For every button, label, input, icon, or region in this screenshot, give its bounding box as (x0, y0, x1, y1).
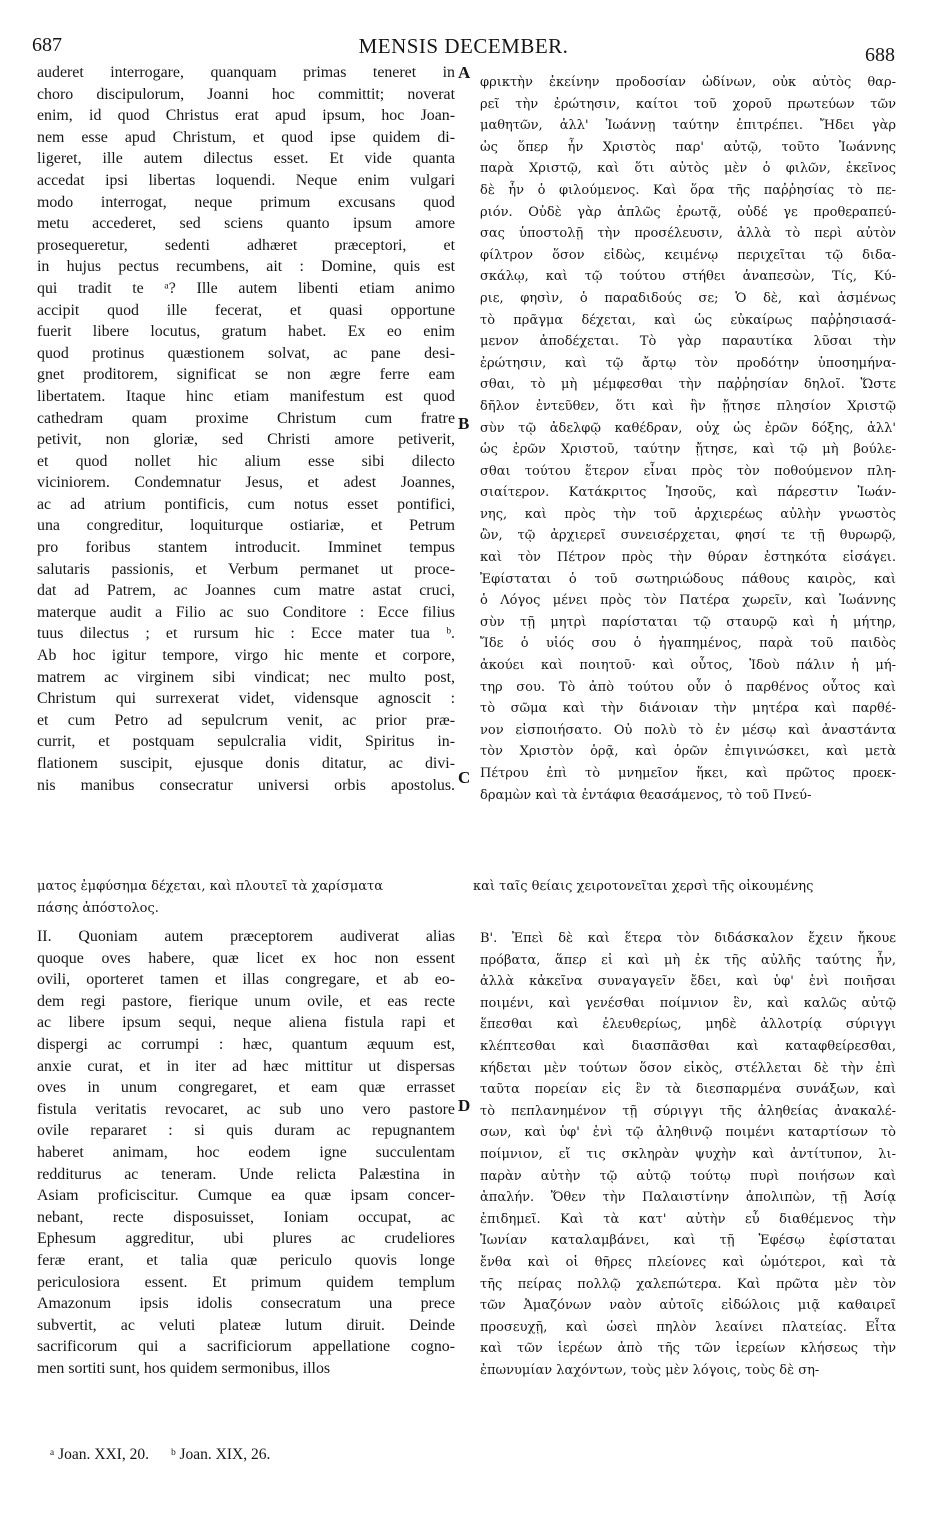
text-line: matrem ac virginem sibi vindicat; nec multo post, (37, 668, 455, 686)
text-line: choro discipulorum, Joanni hoc committit; noverat (37, 85, 455, 103)
text-line: libertatem. Itaque hinc etiam manifestum est quod (37, 387, 455, 405)
right-page-number: 688 (865, 44, 895, 66)
text-line: Ephesum aggreditur, ubi plures ac crudeliores (37, 1230, 455, 1248)
text-line: sacrificorum qui a sacrificiorum appellatione cogno- (37, 1338, 455, 1356)
text-line: ἐρώτησιν, καὶ τῷ ἄρτῳ τὸν προδότην ὑποσημήνα- (480, 355, 896, 371)
margin-marker-c: C (458, 768, 471, 787)
text-line: accedat ipsi libertas loquendi. Neque enim vulgari (37, 171, 455, 189)
text-line: δῆλον ἐντεῦθεν, ὅτι καὶ ἣν ᾔτησε πλησίον Χριστῷ (480, 398, 896, 414)
margin-marker-a: A (458, 63, 471, 82)
text-line: ac ad atrium pontificis, cum notus esset pontifici, (37, 495, 455, 513)
text-line: in hujus pectus recumbens, ait : Domine, quis est (37, 258, 455, 276)
spanning-line-right: καὶ ταῖς θείαις χειροτονεῖται χερσὶ τῆς οἰκουμένης (473, 879, 814, 894)
text-line: ὡς ἐρῶν Χριστοῦ, ταύτην ᾔτησε, καὶ τῷ μὴ βούλε- (480, 442, 896, 458)
text-line: Christum qui surrexerat videt, vidensque agnoscit : (37, 690, 455, 708)
text-line: ριόν. Οὐδὲ γὰρ ἁπλῶς ἐρωτᾷ, οὐδέ γε προθεραπεύ- (480, 204, 896, 220)
text-line: ἀκούει καὶ ποιητοῦ· καὶ οὗτος, Ἰδοὺ πάλιν ἡ μή- (480, 658, 896, 674)
text-line: τῶν Ἀμαζόνων ναὸν αὐτοῖς εἰδώλοις μιᾷ καθαιρεῖ (480, 1298, 896, 1314)
text-line: σθαι τούτου ἕτερον εἶναι πρὸς τὸν ποθούμενον πλη- (480, 463, 896, 479)
text-line: fistula veritatis revocaret, ac sub uno vero pastore (37, 1100, 455, 1118)
text-line: dem regi pastore, fierique unum ovile, et eas recte (37, 992, 455, 1010)
text-line: et cum Petro ad sepulcrum venit, ac prior præ- (37, 711, 455, 729)
text-line: men sortiti sunt, hos quidem sermonibus, illos (37, 1359, 331, 1377)
running-title: MENSIS DECEMBER. (358, 34, 569, 58)
text-line: quoque oves habere, quæ licet ex hoc non essent (37, 949, 455, 967)
text-line: feræ erant, et talia quæ periculo quovis longe (37, 1251, 455, 1269)
text-line: σιαίτερον. Κατάκριτος Ἰησοῦς, καὶ πάρεστιν Ἰωάν- (480, 485, 896, 501)
text-line: ἔνθα καὶ οἱ θῆρες πλείονες καὶ ὠμότεροι, καὶ τὰ (480, 1254, 896, 1270)
text-line: φίλτρον ὅσον εἰδὼς, κειμένῳ περιχεῖται τῷ διδα- (480, 247, 896, 263)
text-line: qui tradit te ᵃ? Ille autem libenti etiam animo (37, 279, 455, 297)
text-line: haberet animam, hoc eodem igne succulentam (37, 1143, 455, 1161)
text-line: salutaris passionis, et Verbum permanet ut proce- (37, 560, 455, 578)
text-line: τὸν Χριστὸν ὁρᾷ, καὶ ὁρῶν ἐπιγινώσκει, καὶ μετὰ (480, 744, 896, 760)
footnotes (50, 1446, 288, 1464)
text-line: currit, et postquam sepulcralia vidit, Spiritus in- (37, 733, 455, 751)
spanning-line-end: πάσης ἀπόστολος. (37, 901, 159, 916)
text-line: μενον ἀποδέχεται. Τὸ γὰρ παραυτίκα λῦσαι τὴν (480, 334, 896, 350)
text-line: μαθητῶν, ἀλλ' Ἰωάννῃ ταύτην ἐπιτρέπει. Ἤδει γὰρ (480, 118, 896, 134)
text-line: Ἐφίσταται ὁ τοῦ σωτηριώδους πάθους καιρὸς, καὶ (480, 571, 896, 587)
text-line: δὲ ἦν ὁ φιλούμενος. Καὶ ὅρα τῆς παῤῥησίας τὸ πε- (480, 182, 896, 198)
text-line: ἀλλὰ κἀκεῖνα συναγαγεῖν ἔδει, καὶ ὑφ' ἑνὶ ποιῆσαι (480, 974, 896, 990)
text-line: ὁ Λόγος μένει πρὸς τὸν Πατέρα χωρεῖν, καὶ Ἰωάννης (480, 593, 896, 609)
text-line: σας ὑποστολῇ τὴν προσέλευσιν, ἀλλὰ τὸ περὶ αὐτὸν (480, 226, 896, 242)
text-line: fuerit libere locutus, gratum habet. Ex eo enim (37, 323, 455, 341)
text-line: Asiam proficiscitur. Cumque ea quæ ipsam concer- (37, 1187, 455, 1205)
spanning-line-left: ματος ἐμφύσημα δέχεται, καὶ πλουτεῖ τὰ χαρίσματα (37, 879, 383, 894)
margin-marker-b: B (458, 414, 470, 433)
footnote: ᵇ Joan. XIX, 26. (170, 1446, 271, 1463)
text-line: ριε, φησὶν, ὁ παραδιδούς σε; Ὁ δὲ, καὶ ἀσμένως (480, 290, 896, 306)
text-line: ἐπιδημεῖ. Καὶ τὰ κατ' αὐτὴν εὖ διαθέμενος τὴν (480, 1211, 896, 1227)
text-line: φρικτὴν ἐκείνην προδοσίαν ὠδίνων, οὐκ αὐτὸς θαρ- (480, 75, 896, 90)
text-line: ovili, oporteret tamen et illas congregare, et ab eo- (37, 971, 455, 989)
text-line: Β'. Ἐπεὶ δὲ καὶ ἕτερα τὸν διδάσκαλον ἔχειν ἤκουε (480, 931, 896, 946)
text-line: oves in unum congregaret, et eam quæ errasset (37, 1079, 455, 1097)
text-line: gnet proditorem, significat se non ægre ferre eam (37, 366, 455, 384)
text-line: petivit, non gloriæ, sed Christi amore petiverit, (37, 431, 455, 449)
text-line: καὶ τῶν ἱερέων ἀπὸ τῆς τῶν ἱερείων κλήσεως τὴν (480, 1341, 896, 1357)
text-line: et quod nollet hic alium esse sibi dilecto (37, 452, 455, 470)
text-line: subvertit, ac veluti plateæ lutum diruit. Deinde (37, 1316, 455, 1334)
text-line: κλέπτεσθαι καὶ διασπᾶσθαι καὶ καταφθείρεσθαι, (480, 1038, 896, 1054)
text-line: nis manibus consecratur universi orbis apostolus. (37, 776, 455, 794)
text-line: pro foribus stantem introducit. Imminet tempus (37, 539, 455, 557)
text-line: σθαι, τὸ μὴ μέμφεσθαι τὴν παῤῥησίαν δηλοῖ. Ὥστε (480, 377, 896, 393)
text-line: Πέτρου ἐπὶ τὸ μνημεῖον ἥκει, καὶ πρῶτος προεκ- (480, 766, 896, 781)
text-line: cathedram quam proxime Christum cum fratre (37, 409, 455, 427)
text-line: προσευχῇ, καὶ ὡσεὶ πηλὸν λεαίνει πλατείας. Εἶτα (480, 1319, 896, 1335)
text-line: modo interrogat, neque primum excusans quod (37, 193, 455, 211)
text-line: metu accederet, sed sciens quanto ipsum amore (37, 215, 455, 233)
spanning-line (37, 876, 897, 898)
left-page-number: 687 (32, 34, 62, 56)
text-line: Ab hoc igitur tempore, virgo hic mente et corpore, (37, 647, 455, 665)
text-line: ἐπωνυμίαν λαχόντων, τοὺς μὲν λόγοις, τοὺς δὲ ση- (480, 1362, 820, 1378)
text-line: ligeret, ille autem dilectus esset. Et vide quanta (37, 150, 455, 168)
text-line: periculosiora essent. Et primum quidem templum (37, 1273, 455, 1291)
text-line: dat ad Patrem, ac Joannes cum matre astat cruci, (37, 582, 455, 600)
text-line: anxie curat, et in iter ad hæc mittitur ut dispersas (37, 1057, 455, 1075)
text-line: nebant, recte disposuisset, Ioniam occupat, ac (37, 1208, 455, 1226)
text-line: παρὰ Χριστῷ, καὶ ὅτι αὐτὸς μὲν ὁ φιλῶν, ἐκεῖνος (480, 161, 896, 177)
text-line: τὸ πρᾶγμα δέχεται, καὶ ὡς εὐκαίρως παῤῥησιασά- (480, 312, 896, 328)
text-line: materque audit a Filio ac suo Conditore : Ecce filius (37, 603, 455, 621)
latin-column-bottom (37, 926, 455, 1379)
text-line: ποίμνιον, εἴ τις σκληρὰν ψυχὴν καὶ ἀντίτυπον, λι- (480, 1146, 896, 1162)
text-line: II. Quoniam autem præceptorem audiverat alias (37, 928, 455, 945)
text-line: τὸ πεπλανημένον τῇ σύριγγι τῆς ἀληθείας ἀνακαλέ- (480, 1103, 896, 1119)
margin-marker-d: D (458, 1096, 471, 1115)
text-line: Ἰωνίαν καταλαμβάνει, καὶ τῇ Ἐφέσῳ ἐφίσταται (480, 1233, 896, 1249)
text-line: νον εἰσποιήσατο. Οὐ πολὺ τὸ ἐν μέσῳ καὶ ἀναστάντα (480, 722, 896, 738)
text-line: σων, καὶ ὑφ' ἑνὶ τῷ ἀληθινῷ ποιμένι καταρτίσων τὸ (480, 1125, 896, 1141)
text-line: παρὰν αὐτὴν τῷ αὐτῷ τούτῳ πυρὶ ποιήσων καὶ (480, 1168, 896, 1184)
text-line: νης, καὶ πρὸς τὴν τοῦ ἀρχιερέως αὐλὴν γνωστὸς (480, 506, 896, 522)
text-line: κήδεται μὲν τούτων ὅσον εἰκὸς, στέλλεται δὲ τὴν ἐπὶ (480, 1060, 896, 1076)
text-line: accipit quod ille fecerat, et quasi opportune (37, 301, 455, 319)
text-line: prosequeretur, sedenti adhæret præceptori, et (37, 236, 455, 254)
text-line: flationem suscipit, ejusque donis ditatur, ac divi- (37, 755, 455, 772)
text-line: ἕπεσθαι καὶ ἐλευθερίως, μηδὲ ἀλλοτρίᾳ σύριγγι (480, 1017, 896, 1033)
text-line: Ἴδε ὁ υἱός σου ὁ ἠγαπημένος, παρὰ τοῦ παιδὸς (480, 636, 896, 652)
text-line: σὺν τῷ ἀδελφῷ καθέδραν, οὐχ ὡς ἐρῶν δόξης, ἀλλ' (480, 420, 896, 436)
text-line: auderet interrogare, quanquam primas teneret in (37, 64, 455, 81)
text-line: redditurus ac teneram. Unde relicta Palæstina in (37, 1165, 455, 1183)
text-line: ac libere ipsum sequi, neque aliena fistula rapi et (37, 1014, 455, 1032)
text-line: ovile repararet : si quis duram ac repugnantem (37, 1122, 455, 1140)
text-line: δραμὼν καὶ τὰ ἐντάφια θεασάμενος, τὸ τοῦ Πνεύ- (480, 787, 812, 803)
text-line: Amazonum ipsis idolis consecratum una prece (37, 1295, 455, 1313)
text-line: enim, id quod Christus erat apud ipsum, hoc Joan- (37, 107, 455, 125)
text-line: σκάλῳ, καὶ τῷ τούτου στήθει ἀναπεσὼν, Τίς, Κύ- (480, 269, 896, 285)
text-line: dispergi ac corrumpi : hæc, quantum æquum est, (37, 1035, 455, 1053)
text-line: una congreditur, loquiturque ostiariæ, et Petrum (37, 517, 455, 535)
text-line: πρόβατα, ἅπερ εἰ καὶ μὴ ἐκ τῆς αὐλῆς ταύτης ἦν, (480, 952, 896, 968)
text-line: ρεῖ τὴν ἐρώτησιν, καίτοι τοῦ χοροῦ πρωτεύων τῶν (480, 96, 896, 112)
text-line: τῆς πείρας πολλῷ χαλεπώτερα. Καὶ πρῶτα μὲν τὸν (480, 1276, 896, 1292)
text-line: τὸ σῶμα καὶ τὴν διάνοιαν τὴν μητέρα καὶ παρθέ- (480, 701, 896, 717)
text-line: nem esse apud Christum, et quod ipse quidem di- (37, 128, 455, 146)
text-line: viciniorem. Condemnatur Jesus, et adest Joannes, (37, 474, 455, 492)
text-line: ὡς ὅπερ ἦν Χριστὸς παρ' αὐτῷ, τοῦτο Ἰωάννης (480, 139, 896, 155)
footnote: ᵃ Joan. XXI, 20. (50, 1446, 149, 1463)
text-line: τηρ σου. Τὸ ἀπὸ τούτου οὖν ὁ παρθένος οὗτος καὶ (480, 679, 896, 695)
text-line: tuus dilectus ; et rursum hic : Ecce mater tua ᵇ. (37, 625, 455, 643)
greek-column-top (480, 72, 896, 806)
text-line: σὺν τῇ μητρὶ παρίσταται τῷ σταυρῷ καὶ ἡ μήτηρ, (480, 614, 896, 630)
latin-column-top (37, 62, 455, 796)
text-line: ταῦτα πορείαν εἰς ἓν τὰ διεσπαρμένα συνάξων, καὶ (480, 1082, 896, 1098)
text-line: ποιμένι, καὶ γενέσθαι ποίμνιον ἓν, καὶ καλῶς αὐτῷ (480, 995, 896, 1011)
text-line: ὢν, τῷ ἀρχιερεῖ συνεισέρχεται, φησί τε τῇ θυρωρῷ, (480, 528, 896, 544)
text-line: καὶ τὸν Πέτρον πρὸς τὴν θύραν ἑστηκότα εἰσάγει. (480, 550, 896, 566)
text-line: ἁπαλήν. Ὅθεν τὴν Παλαιστίνην ἀπολιπὼν, τῇ Ἀσίᾳ (480, 1190, 896, 1206)
greek-column-bottom (480, 928, 896, 1381)
text-line: quod protinus quæstionem solvat, ac pane desi- (37, 344, 455, 362)
